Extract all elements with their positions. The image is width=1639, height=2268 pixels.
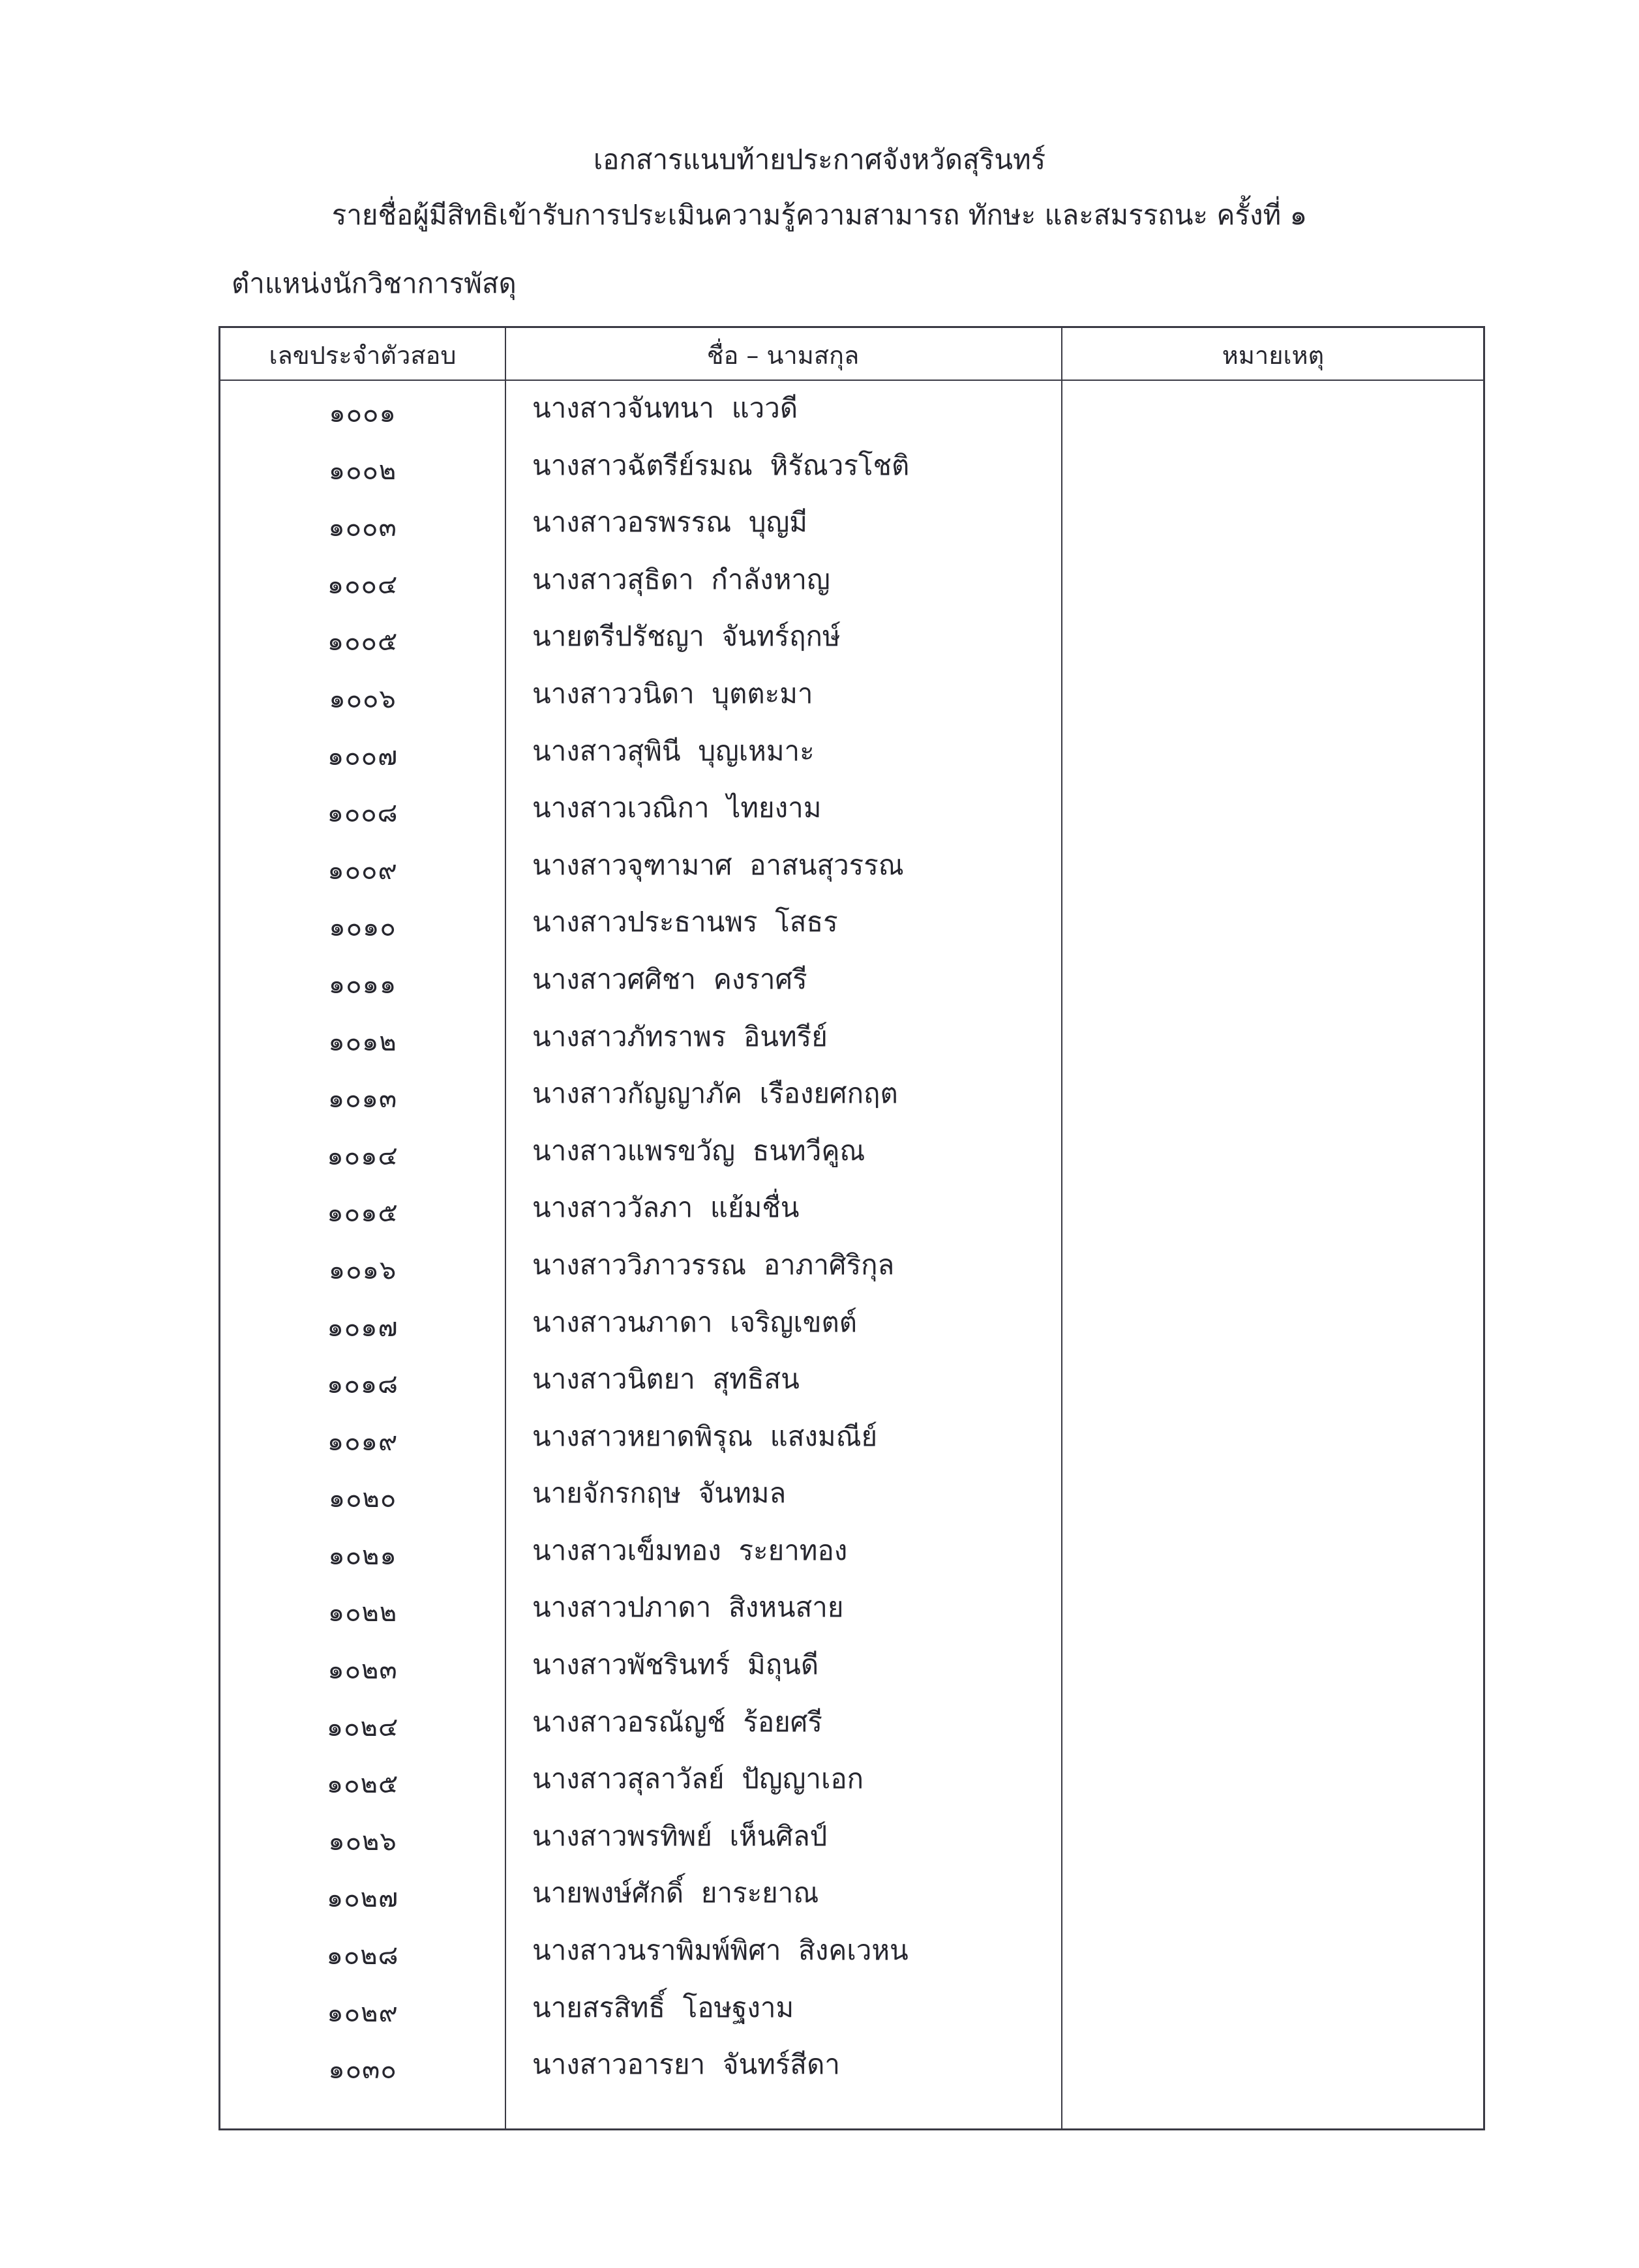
table-row [220,1988,1483,2046]
exam-id-cell: ๑๐๒๘ [326,1941,399,1971]
exam-id-cell: ๑๐๑๘ [326,1369,399,1400]
table-row [220,2045,1483,2102]
candidate-name-cell: นายตรีปรัชญา จันทร์ฤกษ์ [532,620,841,653]
candidate-name-cell: นางสาวสุธิดา กำลังหาญ [532,563,830,595]
table-row [220,1303,1483,1360]
table-row [220,846,1483,903]
table-row [220,1645,1483,1703]
exam-id-cell: ๑๐๒๖ [328,1826,397,1857]
table-row [220,1246,1483,1303]
candidate-name-cell: นางสาวภัทราพร อินทรีย์ [532,1020,828,1052]
table-row [220,503,1483,560]
exam-id-cell: ๑๐๒๑ [328,1540,397,1571]
table-row [220,1759,1483,1817]
candidate-name-cell: นางสาวอารยา จันทร์สีดา [532,2048,840,2081]
table-row [220,1873,1483,1931]
candidate-name-cell: นางสาวจันทนา แววดี [532,392,798,424]
exam-id-cell: ๑๐๒๕ [326,1769,399,1800]
exam-id-cell: ๑๐๑๓ [327,1084,398,1114]
candidate-name-cell: นางสาวสุพินี บุญเหมาะ [532,734,815,767]
candidate-name-cell: นางสาวอรพรรณ บุญมี [532,506,807,539]
table-body [220,389,1483,2102]
table-row [220,617,1483,674]
table-row [220,674,1483,732]
table-row [220,903,1483,960]
table-row [220,1360,1483,1417]
candidate-name-cell: นางสาววัลภา แย้มชื่น [532,1191,800,1224]
exam-id-cell: ๑๐๑๑ [328,969,397,1000]
table-row [220,560,1483,618]
table-row [220,960,1483,1017]
header-name: ชื่อ – นามสกุล [706,341,860,370]
exam-id-cell: ๑๐๒๗ [326,1883,399,1914]
exam-id-cell: ๑๐๐๒ [328,455,397,486]
header-remarks: หมายเหตุ [1222,341,1325,370]
table-row [220,1417,1483,1474]
table-row [220,732,1483,789]
exam-id-cell: ๑๐๒๙ [327,1997,398,2028]
exam-id-cell: ๑๐๑๒ [328,1026,397,1057]
exam-id-cell: ๑๐๓๐ [328,2055,397,2085]
table-row [220,446,1483,503]
candidate-table [218,326,1485,2130]
exam-id-cell: ๑๐๒๒ [327,1598,398,1628]
table-row [220,1531,1483,1589]
candidate-name-cell: นางสาวกัญญาภัค เรืองยศกฤต [532,1077,898,1110]
exam-id-cell: ๑๐๐๖ [329,683,397,714]
exam-id-cell: ๑๐๐๔ [327,569,398,600]
table-row [220,1817,1483,1874]
candidate-name-cell: นางสาวศศิชา คงราศรี [532,962,807,995]
table-row [220,788,1483,846]
header-exam-id: เลขประจำตัวสอบ [269,341,457,370]
candidate-name-cell: นางสาววนิดา บุตตะมา [532,677,813,709]
table-row [220,1074,1483,1131]
candidate-name-cell: นางสาวปภาดา สิงหนสาย [532,1591,844,1624]
candidate-name-cell: นางสาวพัชรินทร์ มิถุนดี [532,1649,819,1681]
exam-id-cell: ๑๐๑๙ [327,1426,398,1457]
candidate-name-cell: นายสรสิทธิ์ โอษฐงาม [532,1991,794,2023]
exam-id-cell: ๑๐๒๓ [327,1655,398,1686]
candidate-name-cell: นางสาวพรทิพย์ เห็นศิลป์ [532,1819,828,1852]
table-header-row [220,328,1483,381]
exam-id-cell: ๑๐๑๕ [327,1198,398,1229]
exam-id-cell: ๑๐๐๓ [328,513,397,543]
table-row [220,1474,1483,1531]
table-row [220,1131,1483,1189]
exam-id-cell: ๑๐๑๐ [329,912,397,943]
candidate-name-cell: นางสาวแพรขวัญ ธนทวีคูณ [532,1134,865,1167]
exam-id-cell: ๑๐๑๔ [327,1141,398,1171]
candidate-name-cell: นางสาวนภาดา เจริญเขตต์ [532,1306,858,1338]
table-row [220,1188,1483,1246]
table-row [220,1703,1483,1760]
candidate-name-cell: นายพงษ์ศักดิ์ ยาระยาณ [532,1877,819,1909]
candidate-name-cell: นางสาวสุลาวัลย์ ปัญญาเอก [532,1763,864,1795]
table-row [220,1931,1483,1988]
position-label: ตำแหน่งนักวิชาการพัสดุ [232,267,517,299]
candidate-name-cell: นางสาวจุฑามาศ อาสนสุวรรณ [532,848,904,881]
table-row [220,1017,1483,1075]
table-row [220,389,1483,446]
candidate-name-cell: นางสาวนิตยา สุทธิสน [532,1363,800,1395]
exam-id-cell: ๑๐๐๕ [327,627,398,657]
candidate-name-cell: นางสาวประธานพร โสธร [532,906,838,938]
candidate-name-cell: นางสาวหยาดพิรุณ แสงมณีย์ [532,1420,878,1452]
candidate-name-cell: นางสาวนราพิมพ์พิศา สิงคเวหน [532,1934,909,1967]
exam-id-cell: ๑๐๐๑ [329,398,397,428]
exam-id-cell: ๑๐๐๘ [327,798,398,829]
candidate-name-cell: นางสาววิภาวรรณ อาภาศิริกุล [532,1248,895,1281]
document-title: เอกสารแนบท้ายประกาศจังหวัดสุรินทร์ [593,143,1046,175]
exam-id-cell: ๑๐๐๗ [327,741,398,771]
exam-id-cell: ๑๐๑๗ [327,1312,398,1343]
document-subtitle: รายชื่อผู้มีสิทธิเข้ารับการประเมินความรู้ความสามารถ ทักษะ และสมรรถนะ ครั้งที่ ๑ [331,199,1308,231]
exam-id-cell: ๑๐๐๙ [327,855,398,886]
exam-id-cell: ๑๐๒๔ [326,1712,399,1742]
candidate-name-cell: นางสาวเข็มทอง ระยาทอง [532,1534,848,1566]
exam-id-cell: ๑๐๒๐ [328,1484,397,1514]
candidate-name-cell: นายจักรกฤษ จันทมล [532,1477,787,1510]
exam-id-cell: ๑๐๑๖ [328,1255,397,1285]
candidate-name-cell: นางสาวฉัตรีย์รมณ หิรัณวรโชติ [532,449,910,481]
candidate-name-cell: นางสาวเวณิกา ไทยงาม [532,792,822,824]
table-row [220,1588,1483,1645]
candidate-name-cell: นางสาวอรณัญช์ ร้อยศรี [532,1705,822,1738]
